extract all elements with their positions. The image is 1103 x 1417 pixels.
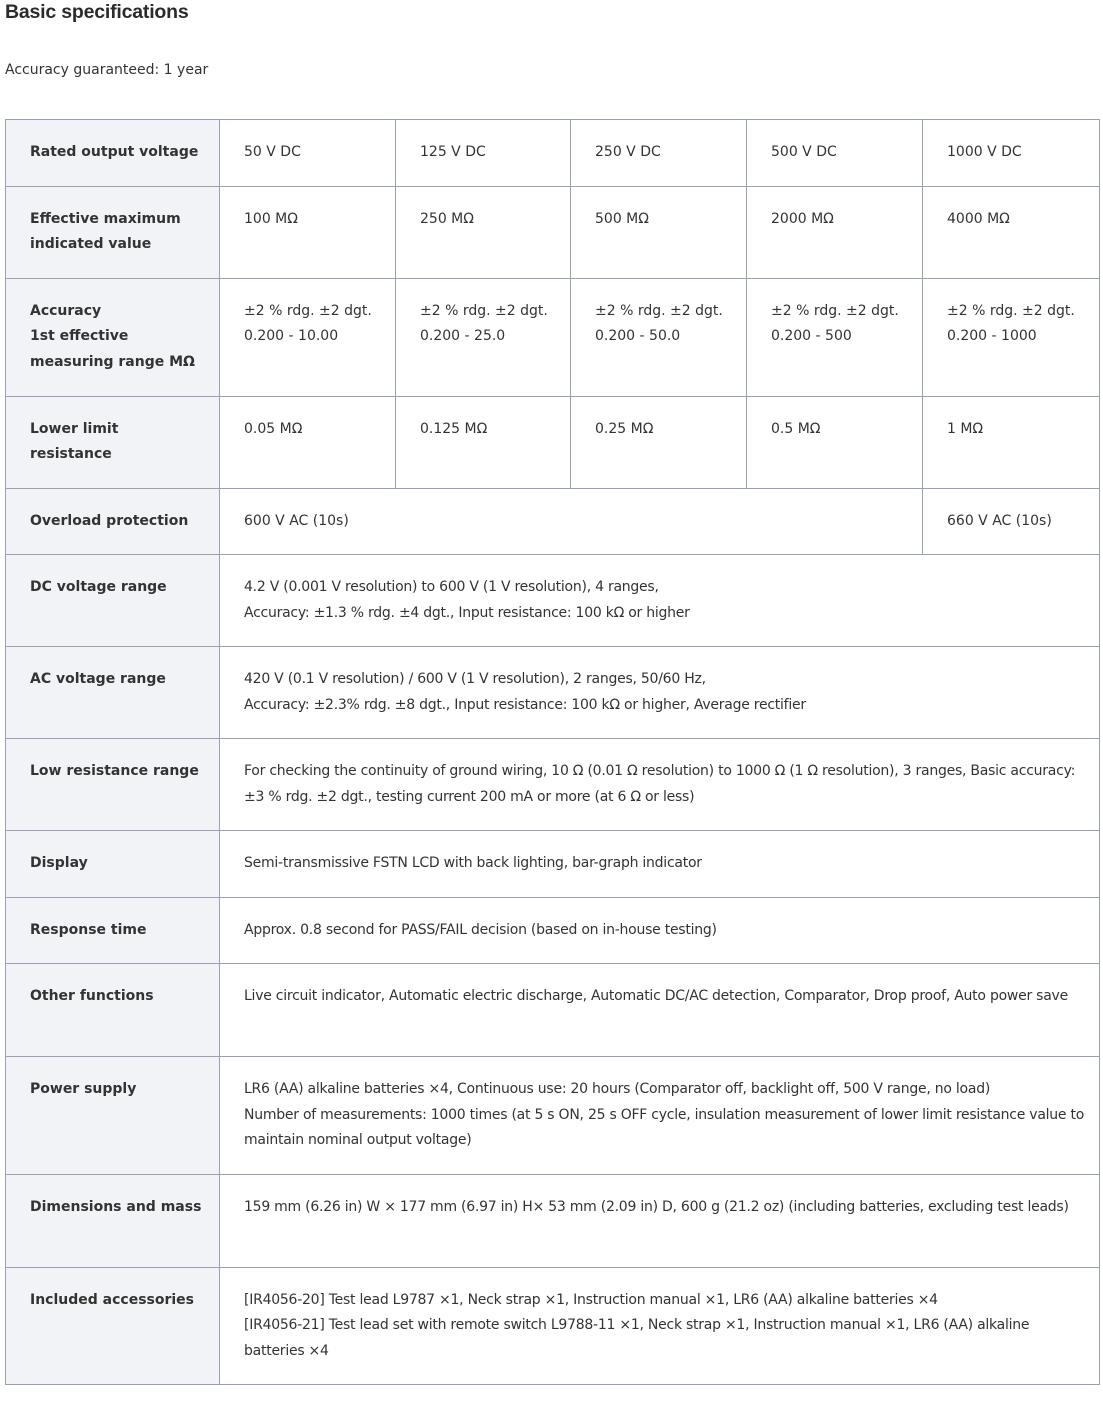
range-value: 0.200 - 25.0 xyxy=(420,328,506,344)
cell-line: Accuracy: ±1.3 % rdg. ±4 dgt., Input resistance: 100 kΩ or higher xyxy=(244,604,690,621)
table-row-low-resistance-range xyxy=(6,739,1100,831)
table-cell: Semi-transmissive FSTN LCD with back lighting, bar-graph indicator xyxy=(220,831,1100,898)
accuracy-guarantee-note: Accuracy guaranteed: 1 year xyxy=(5,62,209,78)
table-cell: 250 V DC xyxy=(571,120,747,187)
table-row-accuracy xyxy=(6,278,1100,396)
table-cell xyxy=(396,278,571,396)
row-label: Included accessories xyxy=(6,1267,220,1385)
table-row-other-functions xyxy=(6,964,1100,1057)
range-value: 0.200 - 10.00 xyxy=(244,328,339,344)
table-cell: 2000 MΩ xyxy=(747,186,923,278)
accuracy-value: ±2 % rdg. ±2 dgt. xyxy=(771,302,899,319)
row-label: Power supply xyxy=(6,1057,220,1175)
table-cell: 0.125 MΩ xyxy=(396,396,571,488)
row-label-line: measuring range MΩ xyxy=(30,353,195,370)
table-cell xyxy=(220,278,396,396)
table-cell xyxy=(220,555,1100,647)
table-row-display xyxy=(6,831,1100,898)
table-cell: Live circuit indicator, Automatic electric discharge, Automatic DC/AC detection, Comparator, Drop proof, Auto power save xyxy=(220,964,1100,1057)
row-label: DC voltage range xyxy=(6,555,220,647)
row-label xyxy=(6,186,220,278)
table-cell: 50 V DC xyxy=(220,120,396,187)
specifications-table xyxy=(5,119,1100,1385)
table-cell xyxy=(220,1267,1100,1385)
row-label: Dimensions and mass xyxy=(6,1174,220,1267)
table-cell: 1000 V DC xyxy=(923,120,1100,187)
table-row-included-accessories xyxy=(6,1267,1100,1385)
cell-line: 4.2 V (0.001 V resolution) to 600 V (1 V resolution), 4 ranges, xyxy=(244,579,659,595)
row-label: Response time xyxy=(6,897,220,964)
table-cell xyxy=(220,647,1100,739)
table-row-dc-voltage-range xyxy=(6,555,1100,647)
table-cell: 500 V DC xyxy=(747,120,923,187)
cell-line: [IR4056-21] Test lead set with remote switch L9788-11 ×1, Neck strap ×1, Instruction manual ×1, LR6 (AA) alkaline batteries ×4 xyxy=(244,1317,1030,1359)
row-label-line: resistance xyxy=(30,446,112,462)
table-cell: Approx. 0.8 second for PASS/FAIL decision (based on in-house testing) xyxy=(220,897,1100,964)
cell-line: Number of measurements: 1000 times (at 5 s ON, 25 s OFF cycle, insulation measurement of lower limit resistance value to maintain nominal output voltage) xyxy=(244,1106,1085,1148)
row-label: Overload protection xyxy=(6,488,220,555)
row-label-line: Effective maximum xyxy=(30,210,181,227)
row-label: AC voltage range xyxy=(6,647,220,739)
row-label xyxy=(6,278,220,396)
table-cell: 1 MΩ xyxy=(923,396,1100,488)
row-label: Low resistance range xyxy=(6,739,220,831)
row-label: Display xyxy=(6,831,220,898)
table-cell: 250 MΩ xyxy=(396,186,571,278)
table-cell xyxy=(747,278,923,396)
page-title: Basic specifications xyxy=(5,1,189,23)
table-cell xyxy=(923,278,1100,396)
table-cell xyxy=(220,1057,1100,1175)
range-value: 0.200 - 500 xyxy=(771,328,852,344)
table-row-power-supply xyxy=(6,1057,1100,1175)
table-cell: 0.5 MΩ xyxy=(747,396,923,488)
table-row-ac-voltage-range xyxy=(6,647,1100,739)
cell-line: Accuracy: ±2.3% rdg. ±8 dgt., Input resistance: 100 kΩ or higher, Average rectifier xyxy=(244,696,806,713)
accuracy-value: ±2 % rdg. ±2 dgt. xyxy=(947,302,1075,319)
accuracy-value: ±2 % rdg. ±2 dgt. xyxy=(595,302,723,319)
row-label-line: 1st effective xyxy=(30,328,129,344)
table-row-dimensions-and-mass xyxy=(6,1174,1100,1267)
row-label: Rated output voltage xyxy=(6,120,220,187)
table-row-lower-limit xyxy=(6,396,1100,488)
cell-line: [IR4056-20] Test lead L9787 ×1, Neck strap ×1, Instruction manual ×1, LR6 (AA) alkaline batteries ×4 xyxy=(244,1291,938,1308)
row-label-line: Accuracy xyxy=(30,302,102,319)
table-row-response-time xyxy=(6,897,1100,964)
table-cell: 660 V AC (10s) xyxy=(923,488,1100,555)
row-label: Other functions xyxy=(6,964,220,1057)
table-cell xyxy=(571,278,747,396)
table-cell: 4000 MΩ xyxy=(923,186,1100,278)
table-row-overload-protection xyxy=(6,488,1100,555)
table-cell: 100 MΩ xyxy=(220,186,396,278)
table-cell: 125 V DC xyxy=(396,120,571,187)
cell-line: LR6 (AA) alkaline batteries ×4, Continuous use: 20 hours (Comparator off, backlight off, 500 V range, no load) xyxy=(244,1081,991,1097)
table-cell: 600 V AC (10s) xyxy=(220,488,923,555)
table-row-rated-output-voltage xyxy=(6,120,1100,187)
range-value: 0.200 - 1000 xyxy=(947,328,1037,344)
range-value: 0.200 - 50.0 xyxy=(595,328,681,344)
cell-line: 420 V (0.1 V resolution) / 600 V (1 V resolution), 2 ranges, 50/60 Hz, xyxy=(244,671,706,687)
table-cell: 159 mm (6.26 in) W × 177 mm (6.97 in) H× 53 mm (2.09 in) D, 600 g (21.2 oz) (including batteries, excluding test leads) xyxy=(220,1174,1100,1267)
table-cell: 0.05 MΩ xyxy=(220,396,396,488)
table-row-effective-maximum xyxy=(6,186,1100,278)
table-cell: 0.25 MΩ xyxy=(571,396,747,488)
table-cell: For checking the continuity of ground wiring, 10 Ω (0.01 Ω resolution) to 1000 Ω (1 Ω resolution), 3 ranges, Basic accuracy: ±3 % rdg. ±2 dgt., testing current 200 mA or more (at 6 Ω or less) xyxy=(220,739,1100,831)
accuracy-value: ±2 % rdg. ±2 dgt. xyxy=(420,302,548,319)
table-cell: 500 MΩ xyxy=(571,186,747,278)
accuracy-value: ±2 % rdg. ±2 dgt. xyxy=(244,302,372,319)
row-label-line: indicated value xyxy=(30,236,152,252)
row-label xyxy=(6,396,220,488)
row-label-line: Lower limit xyxy=(30,420,119,437)
